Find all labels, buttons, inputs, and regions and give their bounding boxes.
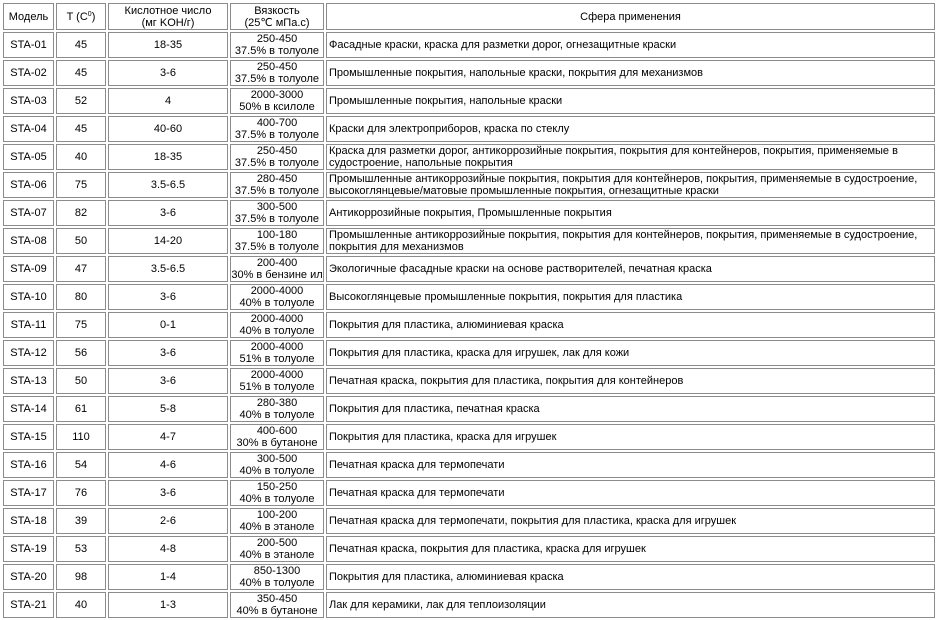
cell-application-line1: Покрытия для пластика, печатная краска <box>329 403 540 415</box>
cell-viscosity-solvent: 50% в ксилоле <box>239 101 315 113</box>
cell-viscosity-solvent: 37.5% в толуоле <box>234 157 320 169</box>
cell-application-line1: Покрытия для пластика, краска для игрушек <box>329 431 557 443</box>
cell-acid-number: 14-20 <box>108 228 228 254</box>
cell-viscosity-solvent: 37.5% в толуоле <box>234 45 320 57</box>
header-temp-text: T (C <box>66 10 88 23</box>
cell-viscosity <box>230 592 324 618</box>
cell-acid-number: 1-4 <box>108 564 228 590</box>
table-row <box>3 256 935 282</box>
table-row <box>3 144 935 170</box>
cell-viscosity-solvent: 40% в этаноле <box>239 549 315 561</box>
cell-model: STA-16 <box>3 452 54 478</box>
cell-viscosity-solvent: 40% в бутаноне <box>236 605 318 617</box>
cell-application <box>326 116 935 142</box>
resin-spec-table <box>1 1 937 620</box>
cell-viscosity-range: 2000-4000 <box>250 285 304 297</box>
cell-temperature: 50 <box>56 368 106 394</box>
cell-temperature: 110 <box>56 424 106 450</box>
cell-viscosity <box>230 88 324 114</box>
cell-acid-number: 3-6 <box>108 200 228 226</box>
table-row <box>3 228 935 254</box>
cell-model: STA-21 <box>3 592 54 618</box>
cell-viscosity <box>230 172 324 198</box>
cell-application-line1: Печатная краска для термопечати <box>329 459 505 471</box>
cell-viscosity <box>230 508 324 534</box>
table-row <box>3 592 935 618</box>
cell-acid-number: 0-1 <box>108 312 228 338</box>
cell-acid-number: 18-35 <box>108 144 228 170</box>
cell-viscosity <box>230 564 324 590</box>
cell-application-line2: покрытия для механизмов <box>329 241 464 253</box>
cell-application <box>326 60 935 86</box>
cell-viscosity <box>230 480 324 506</box>
cell-application <box>326 508 935 534</box>
cell-viscosity-range: 280-380 <box>256 397 298 409</box>
header-temperature <box>56 3 106 30</box>
cell-model: STA-09 <box>3 256 54 282</box>
table-row <box>3 368 935 394</box>
cell-model: STA-03 <box>3 88 54 114</box>
cell-viscosity-solvent: 40% в толуоле <box>239 297 315 309</box>
table-row <box>3 88 935 114</box>
cell-temperature: 52 <box>56 88 106 114</box>
cell-viscosity <box>230 200 324 226</box>
table-row <box>3 536 935 562</box>
cell-temperature: 50 <box>56 228 106 254</box>
cell-application <box>326 200 935 226</box>
cell-application <box>326 228 935 254</box>
table-row <box>3 424 935 450</box>
cell-viscosity <box>230 32 324 58</box>
header-temp-sup: 0 <box>87 10 92 18</box>
cell-viscosity-range: 150-250 <box>256 481 298 493</box>
cell-viscosity-range: 100-200 <box>256 509 298 521</box>
cell-viscosity-solvent: 37.5% в толуоле <box>234 185 320 197</box>
cell-application <box>326 564 935 590</box>
cell-application-line1: Покрытия для пластика, алюминиевая краска <box>329 319 564 331</box>
cell-model: STA-14 <box>3 396 54 422</box>
cell-model: STA-12 <box>3 340 54 366</box>
cell-viscosity-range: 2000-4000 <box>250 369 304 381</box>
cell-viscosity-solvent: 40% в толуоле <box>239 409 315 421</box>
cell-acid-number: 2-6 <box>108 508 228 534</box>
cell-viscosity-solvent: 40% в толуоле <box>239 465 315 477</box>
cell-viscosity <box>230 60 324 86</box>
cell-application-line1: Покрытия для пластика, алюминиевая краска <box>329 571 564 583</box>
cell-viscosity-range: 200-400 <box>256 257 298 269</box>
table-body <box>3 32 935 618</box>
cell-acid-number: 3-6 <box>108 480 228 506</box>
cell-temperature: 75 <box>56 312 106 338</box>
table-row <box>3 60 935 86</box>
cell-application <box>326 452 935 478</box>
table-row <box>3 32 935 58</box>
table-row <box>3 284 935 310</box>
cell-temperature: 56 <box>56 340 106 366</box>
header-viscosity <box>230 3 324 30</box>
cell-model: STA-01 <box>3 32 54 58</box>
cell-application-line1: Лак для керамики, лак для теплоизоляции <box>329 599 546 611</box>
cell-temperature: 39 <box>56 508 106 534</box>
cell-viscosity <box>230 396 324 422</box>
cell-application-line2: судостроение, напольные покрытия <box>329 157 513 169</box>
cell-application <box>326 480 935 506</box>
cell-viscosity-solvent: 30% в бензине ил <box>231 269 323 281</box>
cell-viscosity-solvent: 30% в бутаноне <box>236 437 318 449</box>
cell-viscosity-solvent: 40% в этаноле <box>239 521 315 533</box>
cell-viscosity-range: 200-500 <box>256 537 298 549</box>
table-row <box>3 452 935 478</box>
header-visc-line1: Вязкость <box>254 4 300 17</box>
cell-acid-number: 3.5-6.5 <box>108 256 228 282</box>
cell-application <box>326 144 935 170</box>
cell-viscosity-solvent: 37.5% в толуоле <box>234 73 320 85</box>
cell-model: STA-11 <box>3 312 54 338</box>
cell-application-line1: Промышленные антикоррозийные покрытия, покрытия для контейнеров, покрытия, применяемые в судостроение, <box>329 173 918 185</box>
table-row <box>3 396 935 422</box>
cell-acid-number: 3-6 <box>108 284 228 310</box>
table-row <box>3 312 935 338</box>
cell-acid-number: 3.5-6.5 <box>108 172 228 198</box>
cell-application <box>326 284 935 310</box>
cell-application <box>326 424 935 450</box>
cell-application <box>326 88 935 114</box>
cell-viscosity <box>230 368 324 394</box>
cell-temperature: 82 <box>56 200 106 226</box>
table-row <box>3 172 935 198</box>
header-model: Модель <box>3 3 54 30</box>
cell-viscosity-solvent: 40% в толуоле <box>239 577 315 589</box>
cell-viscosity <box>230 284 324 310</box>
header-visc-line2: (25℃ мПа.с) <box>244 16 310 29</box>
cell-application-line1: Промышленные антикоррозийные покрытия, покрытия для контейнеров, покрытия, применяемые в судостроение, <box>329 229 918 241</box>
cell-application-line1: Краски для электроприборов, краска по стеклу <box>329 123 570 135</box>
cell-temperature: 45 <box>56 32 106 58</box>
cell-acid-number: 40-60 <box>108 116 228 142</box>
cell-viscosity-range: 2000-3000 <box>250 89 304 101</box>
cell-viscosity <box>230 256 324 282</box>
cell-model: STA-17 <box>3 480 54 506</box>
cell-application-line1: Печатная краска для термопечати, покрытия для пластика, краска для игрушек <box>329 515 737 527</box>
cell-viscosity-range: 400-600 <box>256 425 298 437</box>
cell-temperature: 54 <box>56 452 106 478</box>
cell-viscosity-solvent: 40% в толуоле <box>239 493 315 505</box>
cell-viscosity-range: 250-450 <box>256 33 298 45</box>
cell-application-line2: высокоглянцевые/матовые промышленные покрытия, огнезащитные краски <box>329 185 719 197</box>
cell-application <box>326 536 935 562</box>
cell-viscosity-solvent: 37.5% в толуоле <box>234 241 320 253</box>
cell-model: STA-19 <box>3 536 54 562</box>
table-row <box>3 508 935 534</box>
cell-model: STA-05 <box>3 144 54 170</box>
cell-viscosity-range: 350-450 <box>256 593 298 605</box>
cell-viscosity-range: 850-1300 <box>253 565 301 577</box>
cell-model: STA-10 <box>3 284 54 310</box>
cell-model: STA-18 <box>3 508 54 534</box>
cell-viscosity-range: 280-450 <box>256 173 298 185</box>
cell-application-line1: Печатная краска, покрытия для пластика, краска для игрушек <box>329 543 646 555</box>
cell-temperature: 75 <box>56 172 106 198</box>
cell-application <box>326 256 935 282</box>
cell-viscosity-solvent: 37.5% в толуоле <box>234 213 320 225</box>
cell-temperature: 80 <box>56 284 106 310</box>
cell-application-line1: Печатная краска, покрытия для пластика, покрытия для контейнеров <box>329 375 684 387</box>
cell-viscosity-range: 250-450 <box>256 145 298 157</box>
cell-viscosity-solvent: 51% в толуоле <box>239 353 315 365</box>
cell-application <box>326 368 935 394</box>
cell-model: STA-08 <box>3 228 54 254</box>
cell-viscosity <box>230 228 324 254</box>
table-row <box>3 480 935 506</box>
cell-model: STA-13 <box>3 368 54 394</box>
cell-temperature: 40 <box>56 144 106 170</box>
cell-application-line1: Печатная краска для термопечати <box>329 487 505 499</box>
cell-application-line1: Промышленные покрытия, напольные краски, покрытия для механизмов <box>329 67 703 79</box>
header-temp-close: ) <box>91 10 96 23</box>
cell-application <box>326 312 935 338</box>
cell-temperature: 40 <box>56 592 106 618</box>
table-row <box>3 340 935 366</box>
cell-viscosity-range: 300-500 <box>256 201 298 213</box>
cell-viscosity <box>230 340 324 366</box>
cell-temperature: 61 <box>56 396 106 422</box>
cell-viscosity-range: 100-180 <box>256 229 298 241</box>
cell-model: STA-02 <box>3 60 54 86</box>
cell-viscosity-range: 2000-4000 <box>250 341 304 353</box>
header-application: Сфера применения <box>326 3 935 30</box>
cell-acid-number: 4-7 <box>108 424 228 450</box>
cell-model: STA-20 <box>3 564 54 590</box>
cell-temperature: 47 <box>56 256 106 282</box>
header-acid-line1: Кислотное число <box>124 4 212 17</box>
cell-acid-number: 4-6 <box>108 452 228 478</box>
cell-model: STA-15 <box>3 424 54 450</box>
cell-viscosity-range: 250-450 <box>256 61 298 73</box>
cell-application <box>326 396 935 422</box>
cell-viscosity-solvent: 37.5% в толуоле <box>234 129 320 141</box>
cell-acid-number: 4-8 <box>108 536 228 562</box>
cell-acid-number: 3-6 <box>108 340 228 366</box>
table-row <box>3 564 935 590</box>
header-acid-number <box>108 3 228 30</box>
cell-model: STA-06 <box>3 172 54 198</box>
header-row <box>3 3 935 30</box>
cell-application <box>326 340 935 366</box>
cell-acid-number: 3-6 <box>108 368 228 394</box>
cell-acid-number: 3-6 <box>108 60 228 86</box>
cell-application <box>326 592 935 618</box>
cell-viscosity <box>230 144 324 170</box>
cell-temperature: 45 <box>56 116 106 142</box>
cell-application-line1: Экологичные фасадные краски на основе растворителей, печатная краска <box>329 263 712 275</box>
cell-application-line1: Фасадные краски, краска для разметки дорог, огнезащитные краски <box>329 39 677 51</box>
cell-viscosity-range: 400-700 <box>256 117 298 129</box>
cell-application-line1: Промышленные покрытия, напольные краски <box>329 95 563 107</box>
cell-model: STA-04 <box>3 116 54 142</box>
cell-application-line1: Высокоглянцевые промышленные покрытия, покрытия для пластика <box>329 291 683 303</box>
cell-temperature: 76 <box>56 480 106 506</box>
cell-viscosity-solvent: 51% в толуоле <box>239 381 315 393</box>
cell-application-line1: Краска для разметки дорог, антикоррозийные покрытия, покрытия для контейнеров, покрытия, применяемые в <box>329 145 898 157</box>
table-row <box>3 200 935 226</box>
cell-temperature: 53 <box>56 536 106 562</box>
cell-viscosity <box>230 116 324 142</box>
cell-viscosity <box>230 312 324 338</box>
cell-temperature: 45 <box>56 60 106 86</box>
cell-temperature: 98 <box>56 564 106 590</box>
cell-model: STA-07 <box>3 200 54 226</box>
cell-acid-number: 4 <box>108 88 228 114</box>
cell-viscosity-range: 2000-4000 <box>250 313 304 325</box>
cell-viscosity <box>230 424 324 450</box>
cell-viscosity-range: 300-500 <box>256 453 298 465</box>
cell-viscosity <box>230 536 324 562</box>
cell-application <box>326 172 935 198</box>
cell-viscosity-solvent: 40% в толуоле <box>239 325 315 337</box>
cell-application-line1: Покрытия для пластика, краска для игрушек, лак для кожи <box>329 347 630 359</box>
cell-acid-number: 5-8 <box>108 396 228 422</box>
table-row <box>3 116 935 142</box>
cell-viscosity <box>230 452 324 478</box>
cell-acid-number: 1-3 <box>108 592 228 618</box>
cell-application-line1: Антикоррозийные покрытия, Промышленные покрытия <box>329 207 612 219</box>
cell-acid-number: 18-35 <box>108 32 228 58</box>
cell-application <box>326 32 935 58</box>
header-acid-line2: (мг KOH/г) <box>141 16 195 29</box>
